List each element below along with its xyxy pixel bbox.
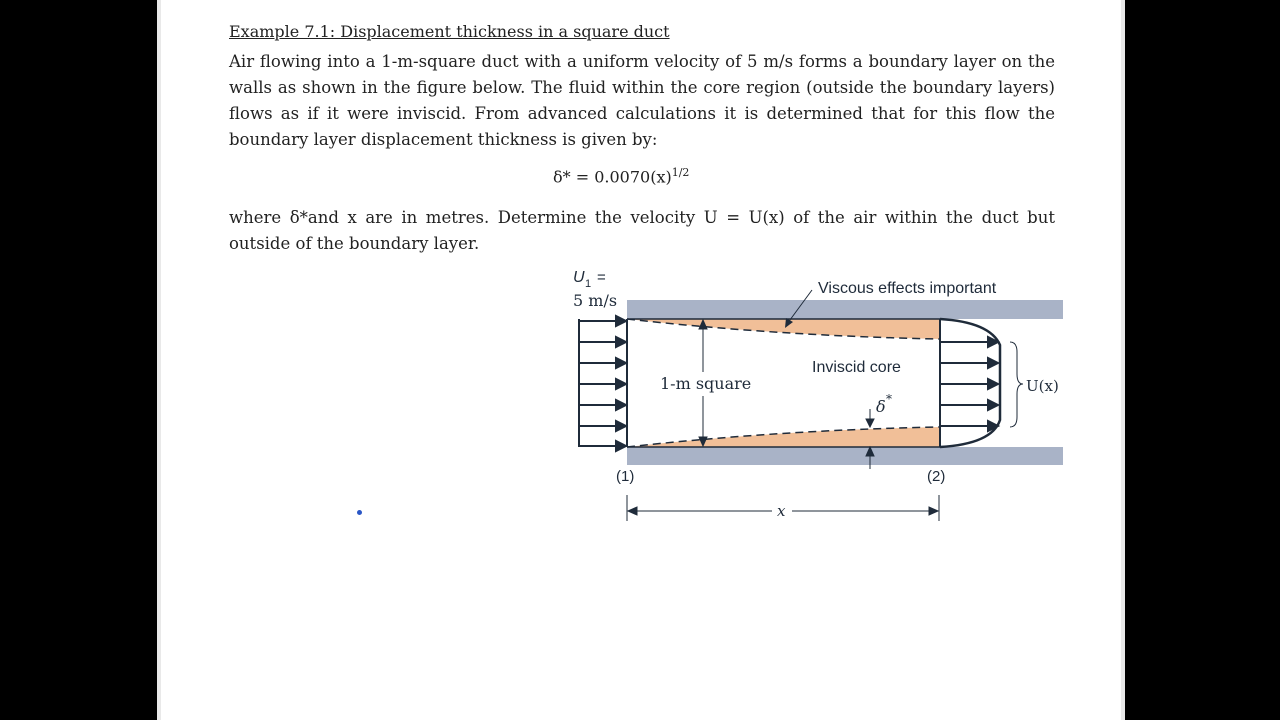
top-wall [627,300,1063,319]
page-shadow-right [1121,0,1125,720]
velocity-brace [1010,342,1023,427]
outlet-velocity-label: U(x) [1026,377,1059,395]
duct-size-label: 1-m square [660,374,752,393]
bottom-boundary-layer [627,427,940,447]
viscous-effects-label: Viscous effects important [818,280,997,297]
delta-star-superscript: * [886,392,892,406]
inlet-velocity-symbol: U [573,269,585,286]
top-boundary-layer [627,319,940,339]
displacement-thickness-equation [553,166,689,186]
station-2-label: (2) [927,468,946,485]
inviscid-core-label: Inviscid core [812,359,901,376]
equation-main: δ* = 0.0070(x) [553,167,672,187]
inlet-velocity-value: 5 m/s [573,291,618,310]
station-1-label: (1) [616,468,635,485]
inlet-velocity-arrows [579,316,626,451]
inlet-velocity-equals: = [597,269,606,286]
problem-paragraph-1: Air flowing into a 1-m-square duct with a uniform velocity of 5 m/s forms a boundary layer on the walls as shown in the figure below. The fluid within the core region (outside the boundary layers) flows as if it were inviscid. From advanced calculations it is determined that for this flow the boundary layer displacement thickness is given by: [229,52,1055,149]
problem-paragraph-2: where δ*and x are in metres. Determine the velocity U = U(x) of the air within the duct but outside of the boundary layer. [229,208,1055,253]
inlet-velocity-subscript: 1 [585,278,592,290]
page-dot-marker [357,510,362,515]
outlet-velocity-profile [940,319,1000,447]
duct-boundary-layer-figure [560,262,1080,532]
distance-x-label: x [777,502,786,520]
page-shadow-left [157,0,161,720]
delta-star-label: δ [876,397,886,416]
example-heading: Example 7.1: Displacement thickness in a square duct [229,22,670,41]
bottom-wall [627,447,1063,465]
equation-exponent: 1/2 [671,166,690,179]
